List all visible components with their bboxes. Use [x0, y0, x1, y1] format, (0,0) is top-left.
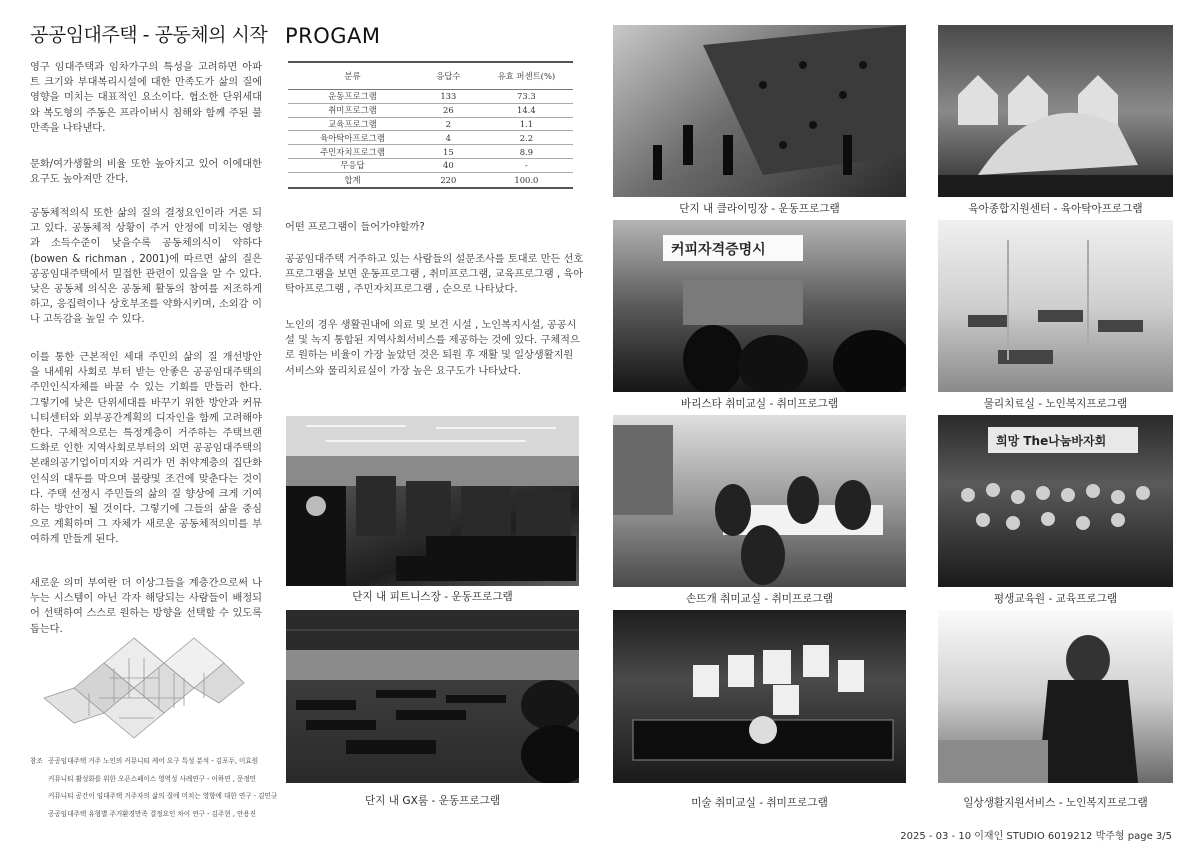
- new-meaning-paragraph: 새로운 의미 부여란 더 이상그들을 계층간으로써 나누는 시스템이 아닌 각자 해당되는 사람들이 배정되어 선택하여 스스로 원하는 방향을 선택할 수 있도록 돕는다.: [30, 578, 262, 635]
- elderly-paragraph: 노인의 경우 생활권내에 의료 및 보건 시설 , 노인복지시설, 공공시설 및 녹지 통합된 지역사회서비스를 제공하는 것에 있다. 구체적으로 원하는 비율이 가장 높았던 것은 퇴원 후 재활 및 일상생활지원 서비스와 물리치료실이 가장 높은 요구도가 나타났다.: [285, 320, 580, 377]
- table-cell: 133: [417, 90, 480, 104]
- community-diagram: [34, 628, 254, 748]
- table-cell: 8.9: [480, 145, 573, 159]
- table-row: [288, 117, 573, 131]
- culture-paragraph: 문화/여가생활의 비율 또한 높아지고 있어 이에대한 요구도 높아져만 간다.: [30, 159, 262, 186]
- page-title: 공공임대주택 - 공동체의 시작: [30, 24, 268, 46]
- table-cell: 운동프로그램: [288, 90, 417, 104]
- knitting-caption: 손뜨개 취미교실 - 취미프로그램: [686, 593, 833, 605]
- table-cell: 육아탁아프로그램: [288, 131, 417, 145]
- table-cell: 73.3: [480, 90, 573, 104]
- program-heading: PROGAM: [285, 24, 381, 48]
- table-row: [288, 131, 573, 145]
- table-cell: 2.2: [480, 131, 573, 145]
- knitting-photo: [613, 415, 906, 587]
- survey-table: [288, 61, 573, 189]
- table-cell: 14.4: [480, 103, 573, 117]
- childcare-photo: [938, 25, 1173, 197]
- table-header: 유효 퍼센트(%): [480, 62, 573, 90]
- lifelong-photo: [938, 415, 1173, 587]
- reference-item: 커뮤니티 공간이 임대주택 거주자의 삶의 질에 미치는 영향에 대한 연구 - 김민규: [48, 792, 278, 800]
- coffee-sign-text: 커피자격증명시: [671, 242, 766, 258]
- reference-item: 공공임대주택 유형별 주거환경만족 결정요인 차이 연구 - 김주현 , 안용진: [48, 809, 257, 818]
- references-label: 참조: [30, 757, 43, 765]
- table-cell: 15: [417, 145, 480, 159]
- table-cell: -: [480, 158, 573, 172]
- table-row: [288, 145, 573, 159]
- gx-room-photo: [286, 610, 579, 783]
- childcare-caption: 육아종합지원센터 - 육아탁아프로그램: [968, 203, 1143, 215]
- table-cell: 주민자치프로그램: [288, 145, 417, 159]
- art-class-caption: 미술 취미교실 - 취미프로그램: [691, 797, 828, 809]
- community-paragraph: 공동체적의식 또한 삶의 질의 결정요인이라 거론 되고 있다. 공동체적 상황이 주거 안정에 미치는 영향과 소득수준이 낮을수록 공동체의식이 약하다(bowen & richman , 2001)에 따르면 삶의 질은 공공임대주택에서 밀접한 관련이 있음을 알 수 있다. 낮은 공동체 의식은 공동체 활동의 참여를 저조하게 하고, 응집력이나 상호부조를 약화시키며, 소외감 이 나 고독감을 높일 수 있다.: [30, 208, 262, 326]
- table-cell: 220: [417, 172, 480, 188]
- reference-item: 공공임대주택 거주 노인의 커뮤니티 케어 요구 특성 분석 - 김포두, 이효원: [48, 757, 259, 765]
- references: [30, 753, 280, 828]
- fitness-photo: [286, 416, 579, 586]
- table-header: 분류: [288, 62, 417, 90]
- page-footer: 2025 - 03 - 10 이재인 STUDIO 6019212 박주형 page 3/5: [900, 831, 1172, 842]
- table-cell: 1.1: [480, 117, 573, 131]
- daily-support-photo: [938, 610, 1173, 783]
- climbing-caption: 단지 내 클라이밍장 - 운동프로그램: [679, 203, 840, 215]
- fitness-caption: 단지 내 피트니스장 - 운동프로그램: [352, 591, 513, 603]
- climbing-photo: [613, 25, 906, 197]
- daily-support-caption: 일상생활지원서비스 - 노인복지프로그램: [963, 797, 1148, 809]
- table-total-row: [288, 172, 573, 188]
- table-cell: 취미프로그램: [288, 103, 417, 117]
- table-row: [288, 103, 573, 117]
- barista-caption: 바리스타 취미교실 - 취미프로그램: [680, 398, 839, 410]
- physio-caption: 물리치료실 - 노인복지프로그램: [983, 398, 1128, 410]
- preference-paragraph: 공공임대주택 거주하고 있는 사람들의 설문조사를 토대로 만든 선호 프로그램을 보면 운동프로그램 , 취미프로그램, 교육프로그램 , 육아탁아프로그램 , 주민자치프로그램 , 순으로 나타났다.: [285, 254, 584, 296]
- table-cell: 2: [417, 117, 480, 131]
- table-cell: 합계: [288, 172, 417, 188]
- intro-paragraph: 영구 임대주택과 임차가구의 특성을 고려하면 아파트 크기와 부대복리시설에 대한 만족도가 삶의 질에 영향을 미치는 대표적인 요소이다. 협소한 단위세대와 복도형의 주동은 프라이버시 침해와 함께 주된 불만족을 나타낸다.: [30, 62, 262, 134]
- table-cell: 교육프로그램: [288, 117, 417, 131]
- bazaar-sign-text: 희망 The나눔바자회: [996, 434, 1107, 448]
- program-question: 어떤 프로그램이 들어가야할까?: [285, 222, 425, 233]
- table-cell: 무응답: [288, 158, 417, 172]
- gx-room-caption: 단지 내 GX룸 - 운동프로그램: [364, 795, 501, 807]
- improvement-paragraph: 이를 통한 근본적인 세대 주민의 삶의 질 개선방안 을 내세워 사회로 부터 받는 안좋은 공공임대주택의 주민인식자체를 바꿀 수 있는 기회를 만들러 한다. 그렇기에 낮은 단위세대를 바꾸기 위한 방안과 커뮤니티센터와 외부공간계획의 디자인을 함께 고려해야 한다. 구체적으로는 특정계층이 거주하는 주택브랜드화로 인한 지역사회로부터의 외면 공공임대주택의 본래의공기업이미지와 거리가 먼 취약계층의 집단화 인식의 대두를 막으며 불량및 조건에 맞춘다는 것이다. 주택 선정시 주민들의 삶의 질 향상에 크게 기여하는 방안이 될 것이다. 그렇기에 그들의 삶을 중심으로 계획하며 그 자체가 새로운 공동체적의미를 부여하게 만들게 된다.: [30, 352, 262, 546]
- table-cell: 40: [417, 158, 480, 172]
- lifelong-caption: 평생교육원 - 교육프로그램: [993, 593, 1118, 605]
- table-row: [288, 158, 573, 172]
- reference-item: 커뮤니티 활성화를 위한 오픈스페이스 영역성 사례연구 - 이하연 , 문정민: [48, 774, 257, 783]
- table-row: [288, 90, 573, 104]
- barista-photo: [613, 220, 906, 392]
- art-class-photo: [613, 610, 906, 783]
- table-header: 응답수: [417, 62, 480, 90]
- table-cell: 26: [417, 103, 480, 117]
- table-header-row: [288, 62, 573, 90]
- table-cell: 100.0: [480, 172, 573, 188]
- table-cell: 4: [417, 131, 480, 145]
- physio-photo: [938, 220, 1173, 392]
